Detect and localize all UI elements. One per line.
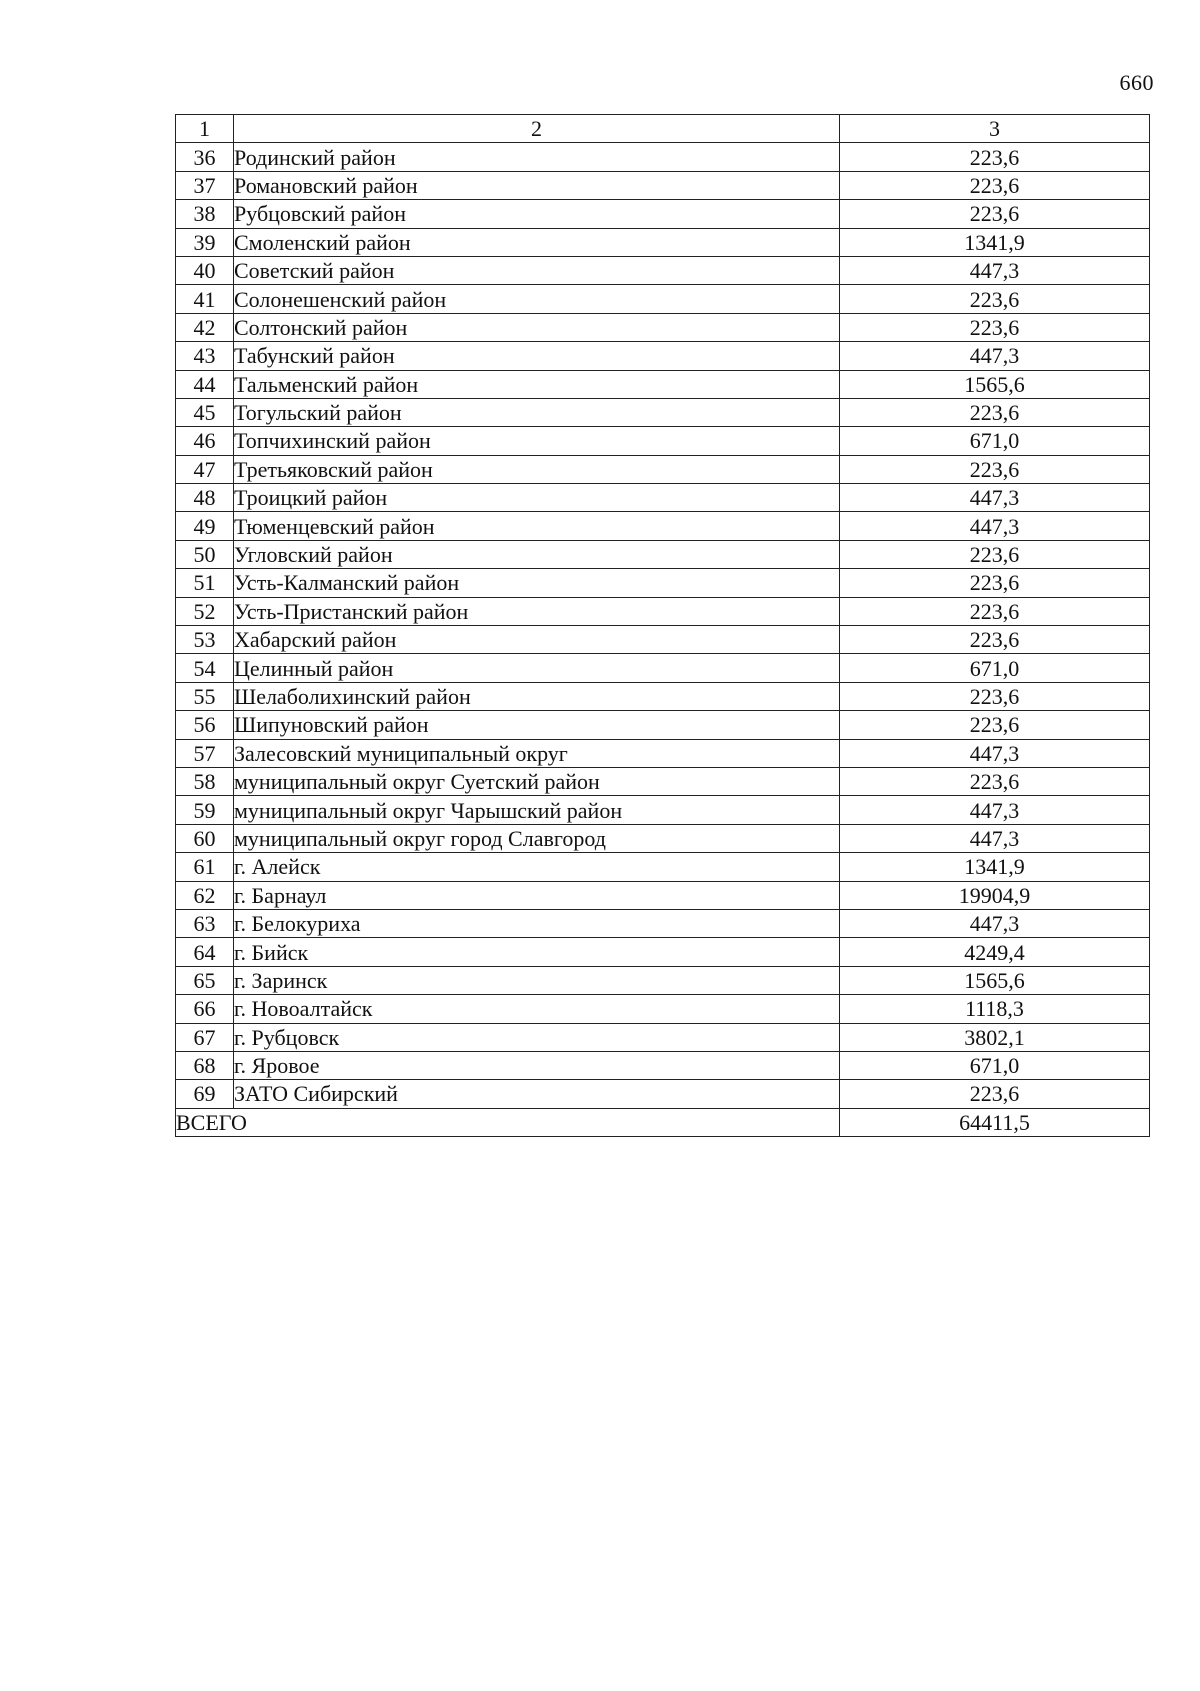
row-number: 37 bbox=[176, 171, 234, 199]
table-row bbox=[176, 427, 1150, 455]
table-row bbox=[176, 143, 1150, 171]
row-number: 59 bbox=[176, 796, 234, 824]
row-name: Романовский район bbox=[234, 171, 840, 199]
table-row bbox=[176, 256, 1150, 284]
row-value: 1565,6 bbox=[840, 966, 1150, 994]
row-number: 53 bbox=[176, 626, 234, 654]
total-value: 64411,5 bbox=[840, 1108, 1150, 1136]
row-name: Шипуновский район bbox=[234, 711, 840, 739]
row-name: Советский район bbox=[234, 256, 840, 284]
table-row bbox=[176, 512, 1150, 540]
row-name: Смоленский район bbox=[234, 228, 840, 256]
row-value: 223,6 bbox=[840, 313, 1150, 341]
row-name: Усть-Пристанский район bbox=[234, 597, 840, 625]
row-value: 223,6 bbox=[840, 1080, 1150, 1108]
row-name: Топчихинский район bbox=[234, 427, 840, 455]
table-row bbox=[176, 682, 1150, 710]
row-name: Угловский район bbox=[234, 540, 840, 568]
row-value: 223,6 bbox=[840, 540, 1150, 568]
table-row bbox=[176, 853, 1150, 881]
table-row bbox=[176, 767, 1150, 795]
row-number: 44 bbox=[176, 370, 234, 398]
row-number: 56 bbox=[176, 711, 234, 739]
row-number: 50 bbox=[176, 540, 234, 568]
row-value: 223,6 bbox=[840, 626, 1150, 654]
row-number: 46 bbox=[176, 427, 234, 455]
row-number: 43 bbox=[176, 342, 234, 370]
row-value: 447,3 bbox=[840, 342, 1150, 370]
table-row bbox=[176, 484, 1150, 512]
row-value: 19904,9 bbox=[840, 881, 1150, 909]
row-value: 671,0 bbox=[840, 427, 1150, 455]
row-number: 60 bbox=[176, 824, 234, 852]
row-value: 671,0 bbox=[840, 654, 1150, 682]
row-number: 66 bbox=[176, 995, 234, 1023]
row-number: 65 bbox=[176, 966, 234, 994]
row-value: 3802,1 bbox=[840, 1023, 1150, 1051]
table-row bbox=[176, 342, 1150, 370]
table-row bbox=[176, 796, 1150, 824]
row-value: 447,3 bbox=[840, 512, 1150, 540]
row-value: 223,6 bbox=[840, 200, 1150, 228]
row-number: 49 bbox=[176, 512, 234, 540]
row-value: 223,6 bbox=[840, 711, 1150, 739]
row-name: г. Белокуриха bbox=[234, 909, 840, 937]
row-name: Рубцовский район bbox=[234, 200, 840, 228]
table-row bbox=[176, 1080, 1150, 1108]
table-row bbox=[176, 739, 1150, 767]
table-row bbox=[176, 966, 1150, 994]
row-name: Усть-Калманский район bbox=[234, 569, 840, 597]
row-name: Тюменцевский район bbox=[234, 512, 840, 540]
row-number: 47 bbox=[176, 455, 234, 483]
table-row bbox=[176, 995, 1150, 1023]
row-value: 223,6 bbox=[840, 143, 1150, 171]
row-name: г. Барнаул bbox=[234, 881, 840, 909]
row-value: 223,6 bbox=[840, 569, 1150, 597]
row-number: 39 bbox=[176, 228, 234, 256]
row-name: ЗАТО Сибирский bbox=[234, 1080, 840, 1108]
table-row bbox=[176, 228, 1150, 256]
row-number: 48 bbox=[176, 484, 234, 512]
row-name: Залесовский муниципальный округ bbox=[234, 739, 840, 767]
table-row bbox=[176, 938, 1150, 966]
row-name: муниципальный округ Чарышский район bbox=[234, 796, 840, 824]
row-number: 69 bbox=[176, 1080, 234, 1108]
header-col-name: 2 bbox=[234, 115, 840, 143]
row-name: Солтонский район bbox=[234, 313, 840, 341]
table-row bbox=[176, 313, 1150, 341]
row-name: муниципальный округ город Славгород bbox=[234, 824, 840, 852]
row-value: 1118,3 bbox=[840, 995, 1150, 1023]
row-value: 223,6 bbox=[840, 455, 1150, 483]
row-number: 51 bbox=[176, 569, 234, 597]
row-number: 36 bbox=[176, 143, 234, 171]
row-value: 671,0 bbox=[840, 1051, 1150, 1079]
row-name: Тальменский район bbox=[234, 370, 840, 398]
row-value: 223,6 bbox=[840, 171, 1150, 199]
row-number: 38 bbox=[176, 200, 234, 228]
row-number: 42 bbox=[176, 313, 234, 341]
table-row bbox=[176, 569, 1150, 597]
table-row bbox=[176, 398, 1150, 426]
row-value: 223,6 bbox=[840, 398, 1150, 426]
table-row bbox=[176, 285, 1150, 313]
row-value: 223,6 bbox=[840, 597, 1150, 625]
row-name: г. Бийск bbox=[234, 938, 840, 966]
row-name: г. Алейск bbox=[234, 853, 840, 881]
row-name: Шелаболихинский район bbox=[234, 682, 840, 710]
row-number: 52 bbox=[176, 597, 234, 625]
row-name: Солонешенский район bbox=[234, 285, 840, 313]
row-number: 64 bbox=[176, 938, 234, 966]
row-name: г. Новоалтайск bbox=[234, 995, 840, 1023]
table-row bbox=[176, 455, 1150, 483]
row-name: Третьяковский район bbox=[234, 455, 840, 483]
row-number: 40 bbox=[176, 256, 234, 284]
row-number: 57 bbox=[176, 739, 234, 767]
row-name: Табунский район bbox=[234, 342, 840, 370]
table-row bbox=[176, 597, 1150, 625]
table-row bbox=[176, 711, 1150, 739]
row-value: 1341,9 bbox=[840, 228, 1150, 256]
row-number: 58 bbox=[176, 767, 234, 795]
row-value: 1341,9 bbox=[840, 853, 1150, 881]
table-row bbox=[176, 200, 1150, 228]
header-col-number: 1 bbox=[176, 115, 234, 143]
table-row bbox=[176, 909, 1150, 937]
row-number: 55 bbox=[176, 682, 234, 710]
row-value: 447,3 bbox=[840, 739, 1150, 767]
table-row bbox=[176, 626, 1150, 654]
row-number: 68 bbox=[176, 1051, 234, 1079]
total-row bbox=[176, 1108, 1150, 1136]
row-name: Троицкий район bbox=[234, 484, 840, 512]
row-value: 1565,6 bbox=[840, 370, 1150, 398]
row-value: 223,6 bbox=[840, 767, 1150, 795]
row-value: 447,3 bbox=[840, 909, 1150, 937]
row-value: 4249,4 bbox=[840, 938, 1150, 966]
row-name: Целинный район bbox=[234, 654, 840, 682]
table-header-row bbox=[176, 115, 1150, 143]
header-col-value: 3 bbox=[840, 115, 1150, 143]
row-name: г. Яровое bbox=[234, 1051, 840, 1079]
row-name: муниципальный округ Суетский район bbox=[234, 767, 840, 795]
row-name: Хабарский район bbox=[234, 626, 840, 654]
row-number: 63 bbox=[176, 909, 234, 937]
table-row bbox=[176, 654, 1150, 682]
table-row bbox=[176, 824, 1150, 852]
page-number: 660 bbox=[1119, 70, 1154, 95]
allocation-table bbox=[175, 114, 1150, 1137]
row-value: 447,3 bbox=[840, 824, 1150, 852]
table-row bbox=[176, 370, 1150, 398]
row-value: 447,3 bbox=[840, 796, 1150, 824]
table-row bbox=[176, 1023, 1150, 1051]
row-number: 62 bbox=[176, 881, 234, 909]
row-number: 61 bbox=[176, 853, 234, 881]
row-value: 223,6 bbox=[840, 682, 1150, 710]
row-name: г. Рубцовск bbox=[234, 1023, 840, 1051]
row-number: 45 bbox=[176, 398, 234, 426]
row-number: 41 bbox=[176, 285, 234, 313]
row-value: 447,3 bbox=[840, 484, 1150, 512]
table-row bbox=[176, 1051, 1150, 1079]
row-name: Тогульский район bbox=[234, 398, 840, 426]
row-name: г. Заринск bbox=[234, 966, 840, 994]
table-row bbox=[176, 540, 1150, 568]
row-number: 67 bbox=[176, 1023, 234, 1051]
total-label: ВСЕГО bbox=[176, 1108, 840, 1136]
table-row bbox=[176, 881, 1150, 909]
row-name: Родинский район bbox=[234, 143, 840, 171]
row-number: 54 bbox=[176, 654, 234, 682]
row-value: 447,3 bbox=[840, 256, 1150, 284]
row-value: 223,6 bbox=[840, 285, 1150, 313]
table-row bbox=[176, 171, 1150, 199]
